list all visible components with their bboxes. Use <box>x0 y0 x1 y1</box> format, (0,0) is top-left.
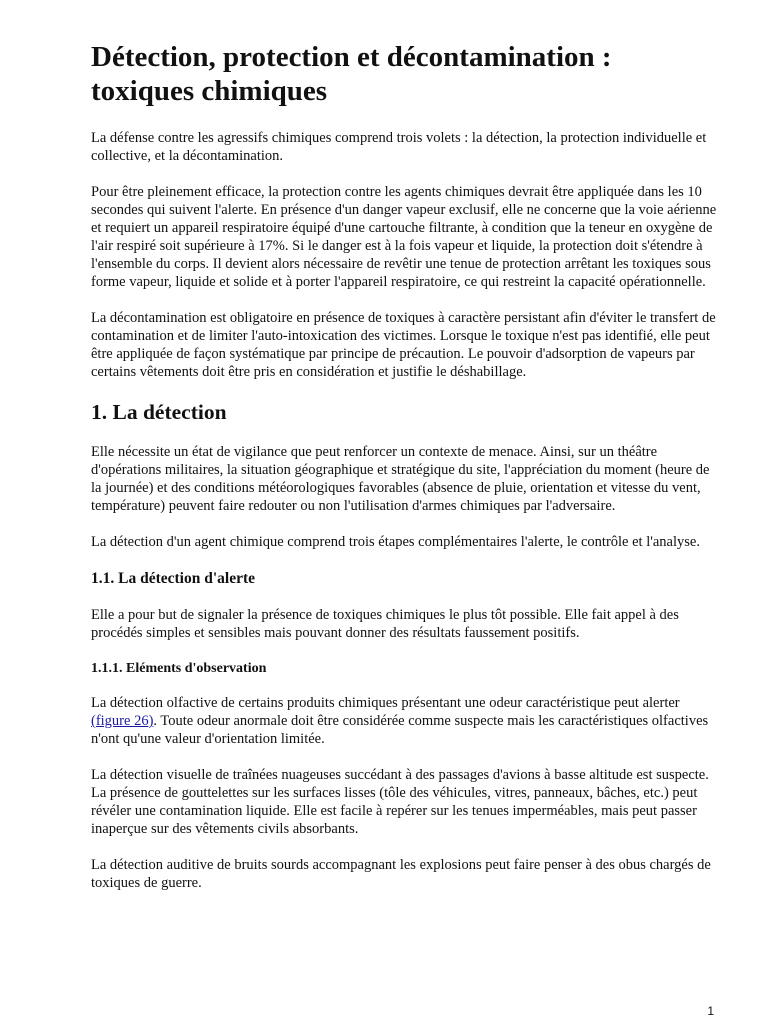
auditive-paragraph: La détection auditive de bruits sourds accompagnant les explosions peut faire penser à des obus chargés de toxiques de guerre. <box>91 857 711 891</box>
section-heading-detection: 1. La détection <box>91 400 227 424</box>
title-line-1: Détection, protection et décontamination : <box>91 41 612 73</box>
page-number: 1 <box>707 1004 714 1018</box>
detection-paragraph-2: La détection d'un agent chimique comprend trois étapes complémentaires l'alerte, le contrôle et l'analyse. <box>91 534 700 550</box>
page-title <box>91 40 721 108</box>
subsubsection-heading-observation: 1.1.1. Eléments d'observation <box>91 661 267 676</box>
detection-paragraph-1: Elle nécessite un état de vigilance que peut renforcer un contexte de menace. Ainsi, sur un théâtre d'opérations militaires, la situation géographique et stratégique du site, l'appréciation du moment (heure de la journée) et des conditions météorologiques favorables (absence de pluie, orientation et vitesse du vent, température) peuvent faire redouter ou non l'utilisation d'armes chimiques par l'adversaire. <box>91 444 710 514</box>
subsection-heading-alerte: 1.1. La détection d'alerte <box>91 570 256 587</box>
figure-26-link[interactable]: (figure 26) <box>91 713 154 729</box>
document-page <box>91 40 721 910</box>
olfactive-paragraph <box>91 694 721 748</box>
alerte-paragraph: Elle a pour but de signaler la présence de toxiques chimiques le plus tôt possible. Elle fait appel à des procédés simples et sensibles mais pouvant donner des résultats faussement positifs. <box>91 607 679 641</box>
olfactive-text-start: La détection olfactive de certains produits chimiques présentant une odeur caractéristique peut alerter <box>91 695 680 711</box>
visuelle-paragraph: La détection visuelle de traînées nuageuses succédant à des passages d'avions à basse altitude est suspecte. La présence de gouttelettes sur les surfaces lisses (tôle des véhicules, vitres, panneaux, bâches, etc.) peut révéler une contamination liquide. Elle est facile à repérer sur les tenues imperméables, mais peut passer inaperçue sur des vêtements civils absorbants. <box>91 767 709 837</box>
intro-paragraph: La défense contre les agressifs chimiques comprend trois volets : la détection, la protection individuelle et collective, et la décontamination. <box>91 130 707 164</box>
decontamination-paragraph: La décontamination est obligatoire en présence de toxiques à caractère persistant afin d'éviter le transfert de contamination et de limiter l'auto-intoxication des victimes. Lorsque le toxique n'est pas identifié, elle peut être appliquée de façon systématique par principe de précaution. Le pouvoir d'adsorption de vapeurs par certains vêtements doit être pris en considération et justifie le déshabillage. <box>91 310 716 380</box>
title-line-2: toxiques chimiques <box>91 75 328 107</box>
olfactive-text-end: . Toute odeur anormale doit être considérée comme suspecte mais les caractéristiques olfactives n'ont qu'une valeur d'orientation limitée. <box>91 713 709 747</box>
protection-paragraph: Pour être pleinement efficace, la protection contre les agents chimiques devrait être appliquée dans les 10 secondes qui suivent l'alerte. En présence d'un danger vapeur exclusif, elle ne concerne que la voie aérienne et requiert un appareil respiratoire équipé d'une cartouche filtrante, à condition que la teneur en oxygène de l'air respiré soit supérieure à 17%. Si le danger est à la fois vapeur et liquide, la protection doit s'étendre à l'ensemble du corps. Il devient alors nécessaire de revêtir une tenue de protection arrêtant les toxiques sous forme vapeur, liquide et solide et à porter l'appareil respiratoire, ce qui restreint la capacité opérationnelle. <box>91 184 717 290</box>
